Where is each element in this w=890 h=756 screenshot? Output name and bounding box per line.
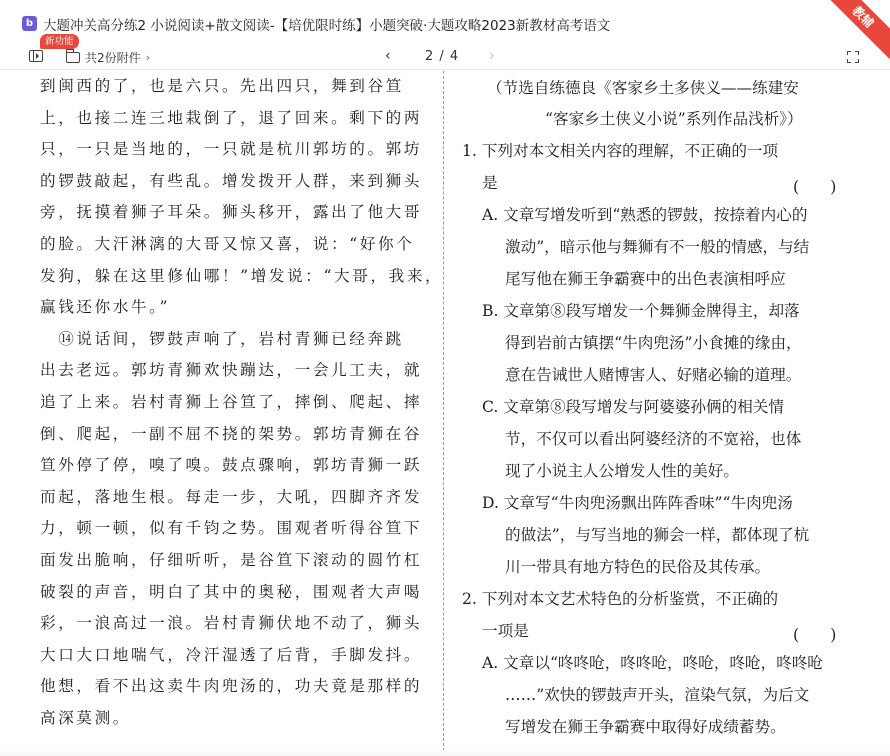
question-2-stem: 一项是	[482, 622, 529, 640]
option-d: 的做法”，与写当地的狮会一样，都体现了杭	[505, 526, 810, 544]
text-line: 发狗，躲在这里修仙哪！”增发说：“大哥，我来，	[40, 266, 444, 285]
text-line: ⑭说话间，锣鼓声响了，岩村青狮已经奔跳	[40, 329, 404, 348]
option-a: A. 文章以“咚咚呛，咚咚呛，咚呛，咚呛，咚咚呛	[482, 654, 824, 672]
text-line: 大口大口地喘气，冷汗湿透了后背，手脚发抖。	[40, 645, 423, 664]
option-b: B. 文章第⑧段写增发一个舞狮金牌得主，却落	[482, 302, 800, 320]
document-app-icon: b	[22, 16, 37, 31]
source-citation: （节选自练德良《客家乡土多侠义——练建安	[487, 79, 799, 97]
text-line: 破裂的声音，明白了其中的奥秘，围观者大声喝	[40, 582, 423, 601]
left-column-text	[40, 71, 444, 734]
page-bottom-edge	[0, 750, 890, 756]
text-line: 面发出脆响，仔细听听，是谷笪下滚动的圆竹杠	[40, 550, 423, 569]
column-divider	[443, 71, 444, 756]
option-a: 尾写他在狮王争霸赛中的出色表演相呼应	[505, 270, 786, 288]
folder-icon	[66, 52, 80, 63]
attachments-label: 共2份附件	[85, 50, 141, 65]
option-b: 意在告诫世人赌博害人、好赌必输的道理。	[505, 366, 802, 384]
chevron-right-icon: ›	[145, 50, 151, 64]
document-page	[0, 71, 890, 756]
document-title: 大题冲关高分练2 小说阅读+散文阅读-【培优限时练】小题突破·大题攻略2023新教材高考语文	[43, 18, 611, 34]
answer-blank: ( )	[793, 626, 837, 644]
question-1-stem: 1. 下列对本文相关内容的理解，不正确的一项	[462, 142, 779, 160]
option-c: 现了小说主人公增发人性的美好。	[505, 462, 739, 480]
fullscreen-icon[interactable]	[847, 51, 859, 63]
text-line: 力，顿一顿，似有千钧之势。围观者听得谷笪下	[40, 519, 423, 538]
prev-page-button[interactable]: ‹	[385, 48, 391, 64]
sidebar-toggle-icon[interactable]	[29, 50, 43, 62]
text-line: 倒、爬起，一副不屈不挠的架势。郭坊青狮在谷	[40, 424, 423, 443]
text-line: 上，也接二连三地栽倒了，退了回来。剩下的两	[40, 108, 423, 127]
option-d: D. 文章写“牛肉兜汤飘出阵阵香味”“牛肉兜汤	[482, 494, 793, 512]
question-1-stem: 是	[482, 174, 498, 192]
option-c: C. 文章第⑧段写增发与阿婆婆孙俩的相关情	[482, 398, 784, 416]
answer-blank: ( )	[793, 178, 837, 196]
page-indicator: 2 / 4	[425, 49, 460, 64]
attachments-button[interactable]	[66, 48, 150, 66]
text-line: 赢钱还你水牛。”	[40, 298, 171, 317]
text-line: 的锣鼓敲起，有些乱。增发拨开人群，来到狮头	[40, 171, 423, 190]
next-page-button[interactable]: ›	[489, 48, 495, 64]
option-a: 激动”，暗示他与舞狮有不一般的情感，与结	[505, 238, 810, 256]
text-line: 出去老远。郭坊青狮欢快蹦达，一会儿工夫，就	[40, 361, 423, 380]
text-line: 只，一只是当地的，一只就是杭川郭坊的。郭坊	[40, 140, 423, 159]
text-line: 的脸。大汗淋漓的大哥又惊又喜，说：“好你个	[40, 234, 415, 253]
text-line: 而起，落地生根。每走一步，大吼，四脚齐齐发	[40, 487, 423, 506]
option-a: ……”欢快的锣鼓声开头，渲染气氛，为后文	[505, 686, 810, 704]
page-navigator	[385, 48, 505, 66]
title-bar	[0, 0, 890, 47]
source-citation: “客家乡土侠义小说”系列作品浅析》）	[545, 110, 803, 128]
text-line: 到闽西的了，也是六只。先出四只，舞到谷笪	[40, 77, 404, 95]
text-line: 彩，一浪高过一浪。岩村青狮伏地不动了，狮头	[40, 614, 423, 633]
new-feature-badge[interactable]: 新功能	[40, 34, 79, 49]
option-d: 川一带具有地方特色的民俗及其传承。	[505, 558, 771, 576]
text-line: 笪外停了停，嗅了嗅。鼓点骤响，郭坊青狮一跃	[40, 456, 423, 475]
option-c: 节，不仅可以看出阿婆经济的不宽裕，也体	[505, 430, 802, 448]
text-line: 高深莫测。	[40, 708, 131, 727]
question-2-stem: 2. 下列对本文艺术特色的分析鉴赏，不正确的	[462, 590, 779, 608]
text-line: 他想，看不出这卖牛肉兜汤的，功夫竟是那样的	[40, 677, 423, 696]
option-b: 得到岩前古镇摆“牛肉兜汤”小食摊的缘由，	[505, 334, 802, 352]
toolbar	[0, 44, 890, 70]
option-a: A. 文章写增发听到“熟悉的锣鼓，按捺着内心的	[482, 206, 808, 224]
option-a: 写增发在狮王争霸赛中取得好成绩蓄势。	[505, 718, 786, 736]
corner-ribbon: 教辅	[816, 0, 890, 64]
text-line: 旁，抚摸着狮子耳朵。狮头移开，露出了他大哥	[40, 203, 423, 222]
text-line: 追了上来。岩村青狮上谷笪了，摔倒、爬起、摔	[40, 392, 423, 411]
